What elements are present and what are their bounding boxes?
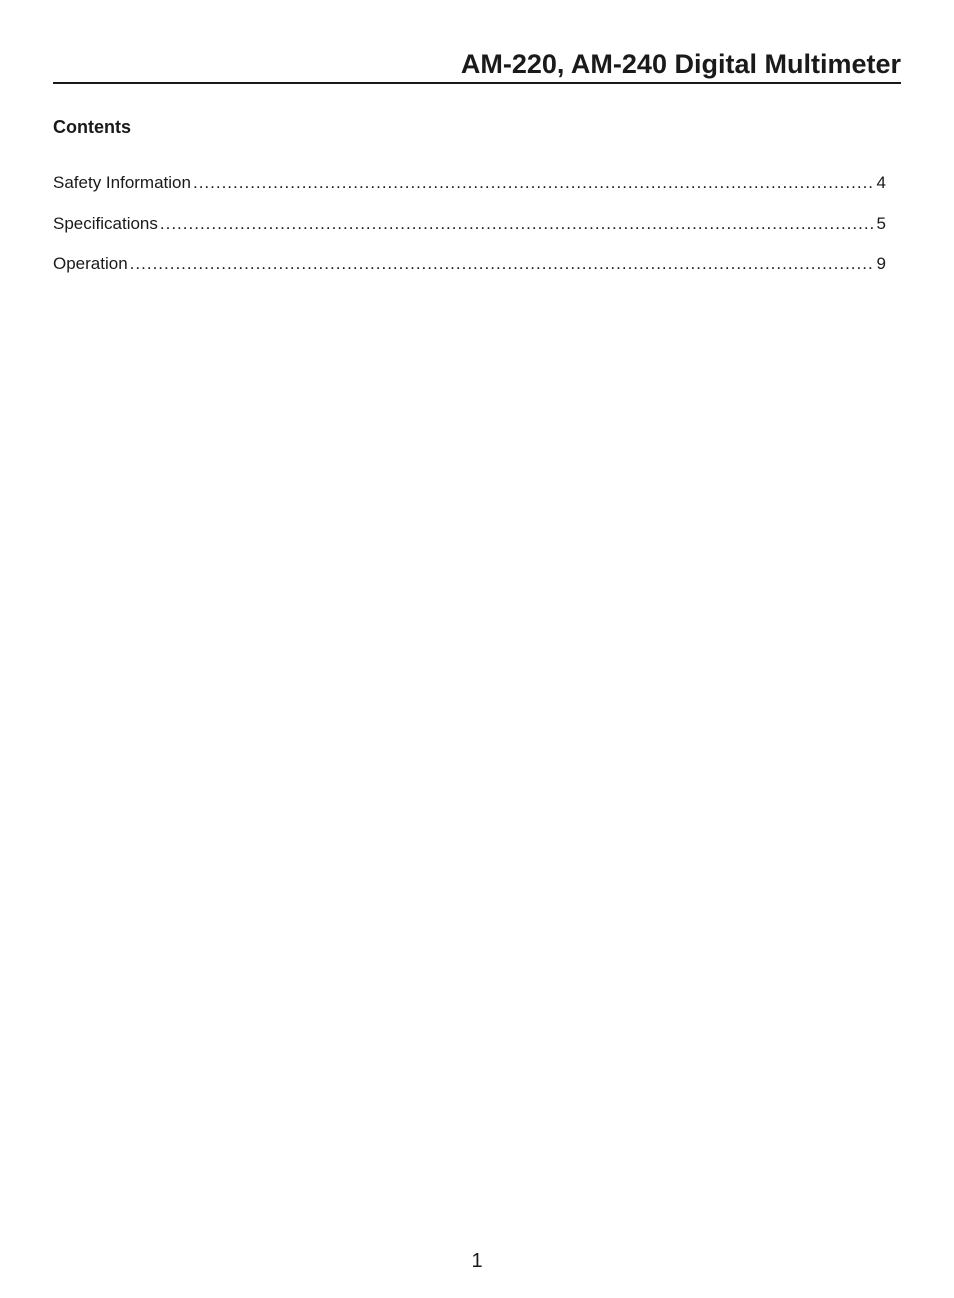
- toc-entry-safety-information[interactable]: [53, 172, 886, 194]
- toc-entry-label: Operation: [53, 254, 128, 273]
- toc-entry-label: Specifications: [53, 213, 158, 233]
- toc-entry-page: 9: [876, 254, 886, 273]
- toc-entry-specifications[interactable]: [53, 213, 886, 235]
- dot-leader: [130, 253, 874, 275]
- dot-leader: [193, 172, 874, 194]
- table-of-contents: [53, 172, 886, 294]
- contents-heading: Contents: [53, 117, 131, 137]
- page-number: 1: [471, 1250, 483, 1272]
- dot-leader: [160, 213, 874, 235]
- toc-entry-label: Safety Information: [53, 173, 191, 192]
- toc-entry-operation[interactable]: [53, 253, 886, 275]
- toc-entry-page: 4: [876, 173, 886, 192]
- toc-entry-page: 5: [876, 213, 886, 233]
- document-title: AM-220, AM-240 Digital Multimeter: [460, 49, 901, 79]
- page-header: [53, 44, 901, 84]
